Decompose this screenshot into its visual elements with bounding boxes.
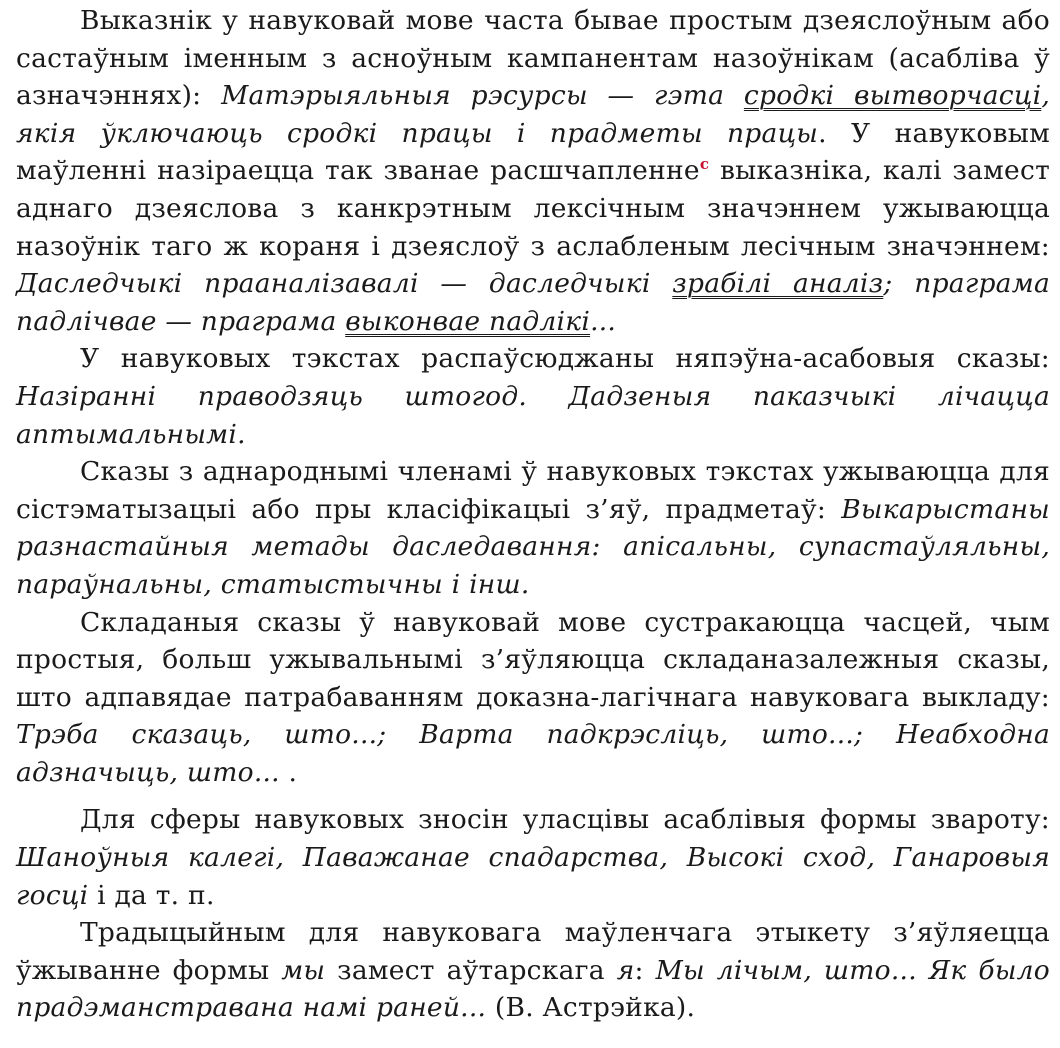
text-run: замест аўтарскага bbox=[325, 954, 617, 986]
text-run: і да т. п. bbox=[88, 879, 215, 911]
predicate-underlined: выконвае падлікі bbox=[345, 305, 591, 337]
text-run: . У навуковым маўленні назіраецца так званае расшчапленне bbox=[16, 117, 1050, 187]
paragraph-predicate bbox=[16, 2, 1050, 340]
text-run: : bbox=[634, 954, 656, 986]
predicate-underlined: зрабілі аналіз bbox=[672, 268, 884, 300]
example-text: Трэба сказаць, што...; Варта падкрэсліць, што...; Неабходна адзначыць, што... bbox=[16, 719, 1050, 788]
text-run: У навуковых тэкстах распаўсюджаны няпэўна-асабовыя сказы: bbox=[80, 343, 1050, 375]
predicate-underlined: сродкі вытворчасці bbox=[743, 80, 1042, 112]
example-text: Назіранні праводзяць штогод. Дадзеныя паказчыкі лічацца аптымальнымі. bbox=[16, 380, 1050, 450]
text-run: выказніка, калі замест аднаго дзеяслова з канкрэтным лексічным значэннем ужываюцца назоўнік таго ж кораня і дзеяслоў з аслабленым лесічным значэннем: bbox=[16, 155, 1050, 262]
paragraph-complex-sentences bbox=[16, 604, 1050, 792]
example-word: мы bbox=[281, 954, 326, 986]
citation: (В. Астрэйка). bbox=[486, 992, 696, 1024]
document-page bbox=[0, 2, 1060, 1027]
glossary-marker: с bbox=[699, 155, 710, 174]
text-run: Складаныя сказы ў навуковай мове сустракаюцца часцей, чым простыя, больш ужывальнымі з’яўляюцца складаназалежныя сказы, што адпавядае патрабаванням доказна-лагічнага навуковага выкладу: bbox=[16, 606, 1050, 713]
example-text: Даследчыкі прааналізавалі — даследчыкі bbox=[16, 268, 673, 300]
paragraph-indefinite-personal bbox=[16, 340, 1050, 453]
example-word: я bbox=[616, 954, 635, 986]
paragraph-etiquette bbox=[16, 914, 1050, 1027]
example-text: Выкарыстаны разнастайныя метады даследавання: апісальны, супастаўляльны, параўнальны, статыстычны і інш. bbox=[16, 493, 1050, 600]
paragraph-address-forms bbox=[16, 801, 1050, 914]
text-run: Традыцыйным для навуковага маўленчага этыкету з’яўляецца ўжыванне формы bbox=[16, 917, 1050, 986]
text-run: Сказы з аднароднымі членамі ў навуковых тэкстах ужываюцца для сістэматызацыі або пры класіфікацыі з’яў, прадметаў: bbox=[16, 456, 1050, 525]
example-text: Шаноўныя калегі, Паважанае спадарства, Высокі сход, Ганаровыя госці bbox=[16, 842, 1050, 911]
paragraph-homogeneous bbox=[16, 453, 1050, 603]
example-text: ... bbox=[590, 305, 617, 337]
example-text: Мы лічым, што... Як было прадэманстравана намі раней... bbox=[16, 954, 1050, 1024]
example-text: , якія ўключаюць сродкі працы і прадметы працы bbox=[16, 80, 1050, 149]
text-run: Выказнік у навуковай мове часта бывае простым дзеяслоўным або састаўным іменным з асноўным кампанентам назоўнікам (асабліва ў азначэннях): bbox=[16, 5, 1050, 112]
text-run: . bbox=[279, 756, 298, 788]
example-text: Матэрыяльныя рэсурсы — гэта bbox=[221, 80, 744, 112]
example-text: ; праграма падлічвае — праграма bbox=[16, 268, 1051, 337]
text-run: Для сферы навуковых зносін уласцівы асаблівыя формы звароту: bbox=[80, 804, 1050, 836]
